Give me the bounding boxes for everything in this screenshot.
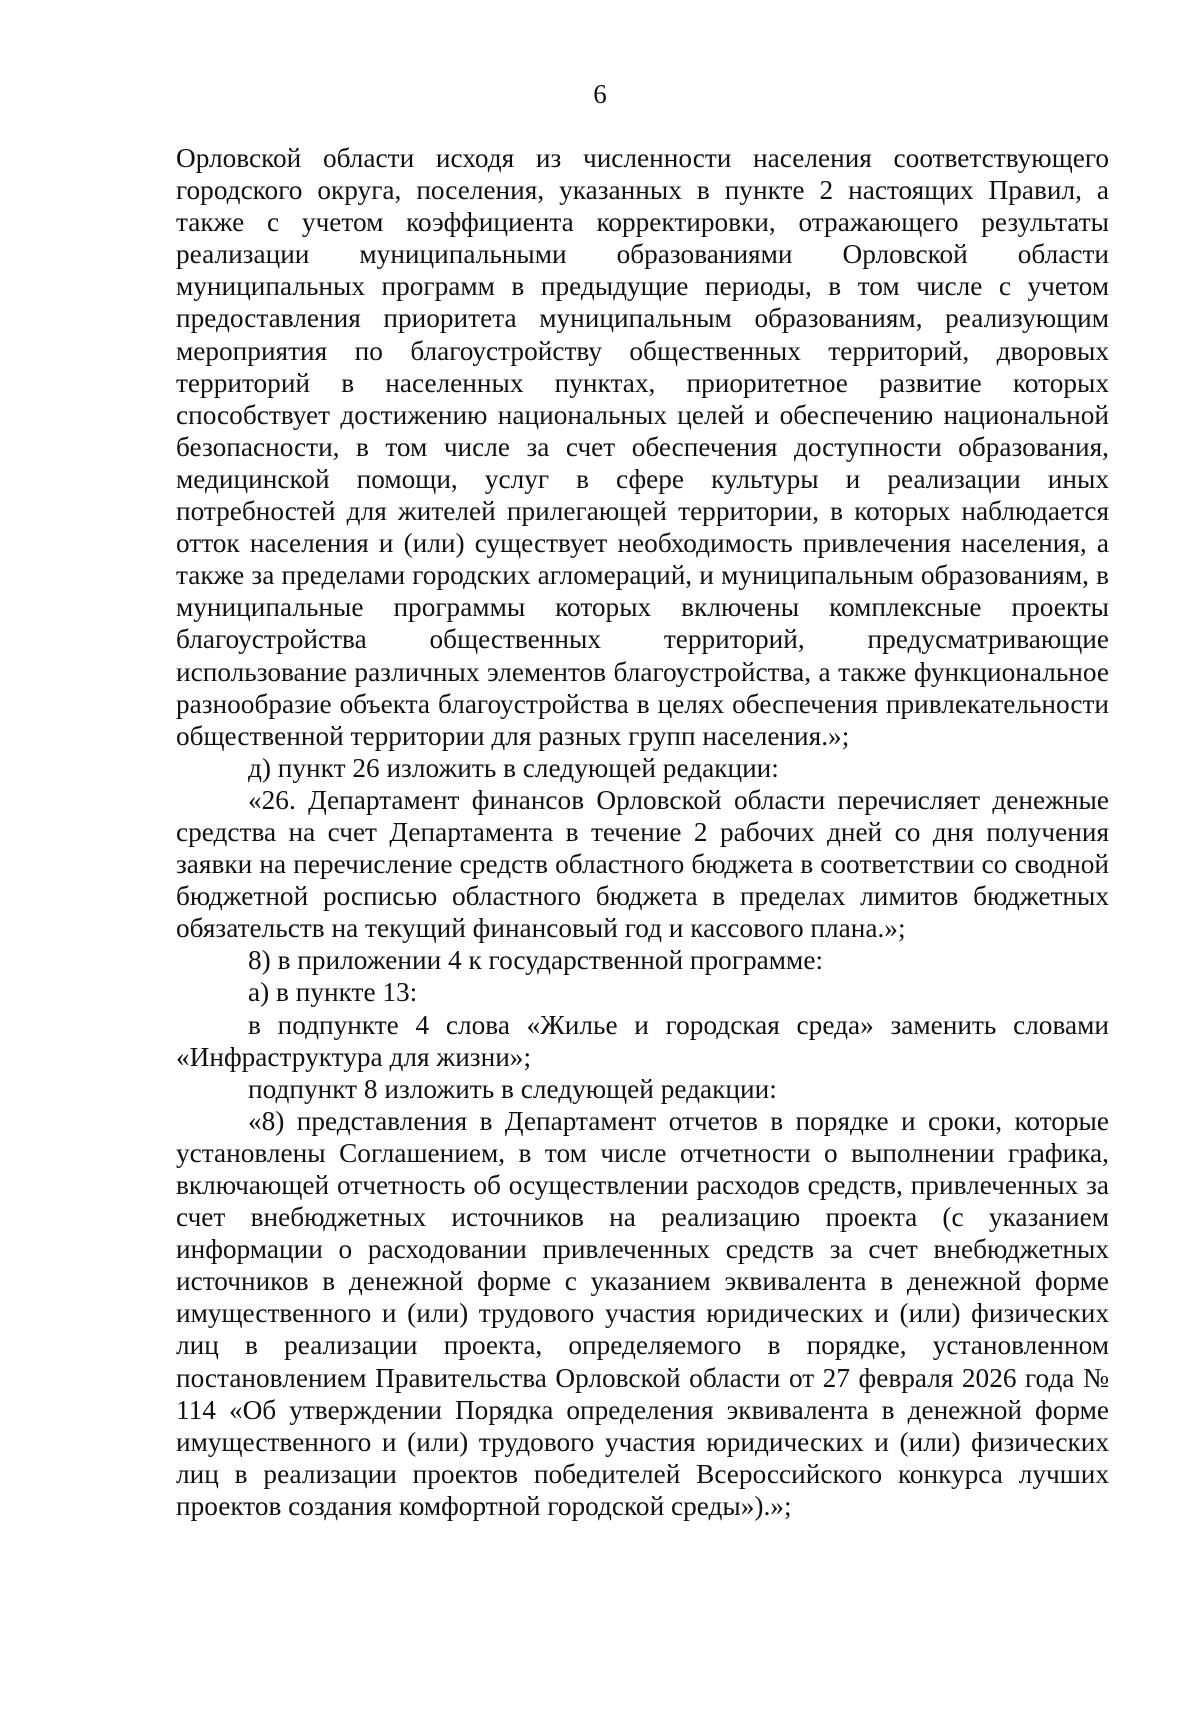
paragraph-item-a: а) в пункте 13:: [248, 977, 418, 1008]
paragraph-subitem-8-text: «8) представления в Департамент отчетов в порядке и сроки, которые установлены Соглашением, в том числе отчетности о выполнении графика, включающей отчетность об осуществлении расходов средств, привлеченных за счет внебюджетных источников на реализацию проекта (с указанием информации о расходовании привлеченных средств за счет внебюджетных источников в денежной форме с указанием эквивалента в денежной форме имущественного и (или) трудового участия юридических и (или) физических лиц в реализации проекта, определяемого в порядке, установленном постановлением Правительства Орловской области от 27 февраля 2026 года № 114 «Об утверждении Порядка определения эквивалента в денежной форме имущественного и (или) трудового участия юридических и (или) физических лиц в реализации проектов победителей Всероссийского конкурса лучших проектов создания комфортной городской среды»).»;: [176, 1105, 1109, 1521]
document-body: [176, 142, 1109, 1522]
paragraph-subitem-8-intro: подпункт 8 изложить в следующей редакции:: [248, 1073, 777, 1104]
paragraph-item-26: «26. Департамент финансов Орловской области перечисляет денежные средства на счет Департамента в течение 2 рабочих дней со дня получения заявки на перечисление средств областного бюджета в соответствии со сводной бюджетной росписью областного бюджета в пределах лимитов бюджетных обязательств на текущий финансовый год и кассового плана.»;: [176, 784, 1109, 944]
paragraph-continuation: Орловской области исходя из численности населения соответствующего городского округа, поселения, указанных в пункте 2 настоящих Правил, а также с учетом коэффициента корректировки, отражающего результаты реализации муниципальными образованиями Орловской области муниципальных программ в предыдущие периоды, в том числе с учетом предоставления приоритета муниципальным образованиям, реализующим мероприятия по благоустройству общественных территорий, дворовых территорий в населенных пунктах, приоритетное развитие которых способствует достижению национальных целей и обеспечению национальной безопасности, в том числе за счет обеспечения доступности образования, медицинской помощи, услуг в сфере культуры и реализации иных потребностей для жителей прилегающей территории, в которых наблюдается отток населения и (или) существует необходимость привлечения населения, а также за пределами городских агломераций, и муниципальным образованиям, в муниципальные программы которых включены комплексные проекты благоустройства общественных территорий, предусматривающие использование различных элементов благоустройства, а также функциональное разнообразие объекта благоустройства в целях обеспечения привлекательности общественной территории для разных групп населения.»;: [176, 143, 1109, 751]
paragraph-subitem-4: в подпункте 4 слова «Жилье и городская среда» заменить словами «Инфраструктура для жизни»;: [176, 1009, 1109, 1072]
paragraph-item-8: 8) в приложении 4 к государственной программе:: [248, 945, 824, 976]
paragraph-item-d: д) пункт 26 изложить в следующей редакции:: [248, 752, 779, 783]
page-number: 6: [593, 79, 607, 109]
